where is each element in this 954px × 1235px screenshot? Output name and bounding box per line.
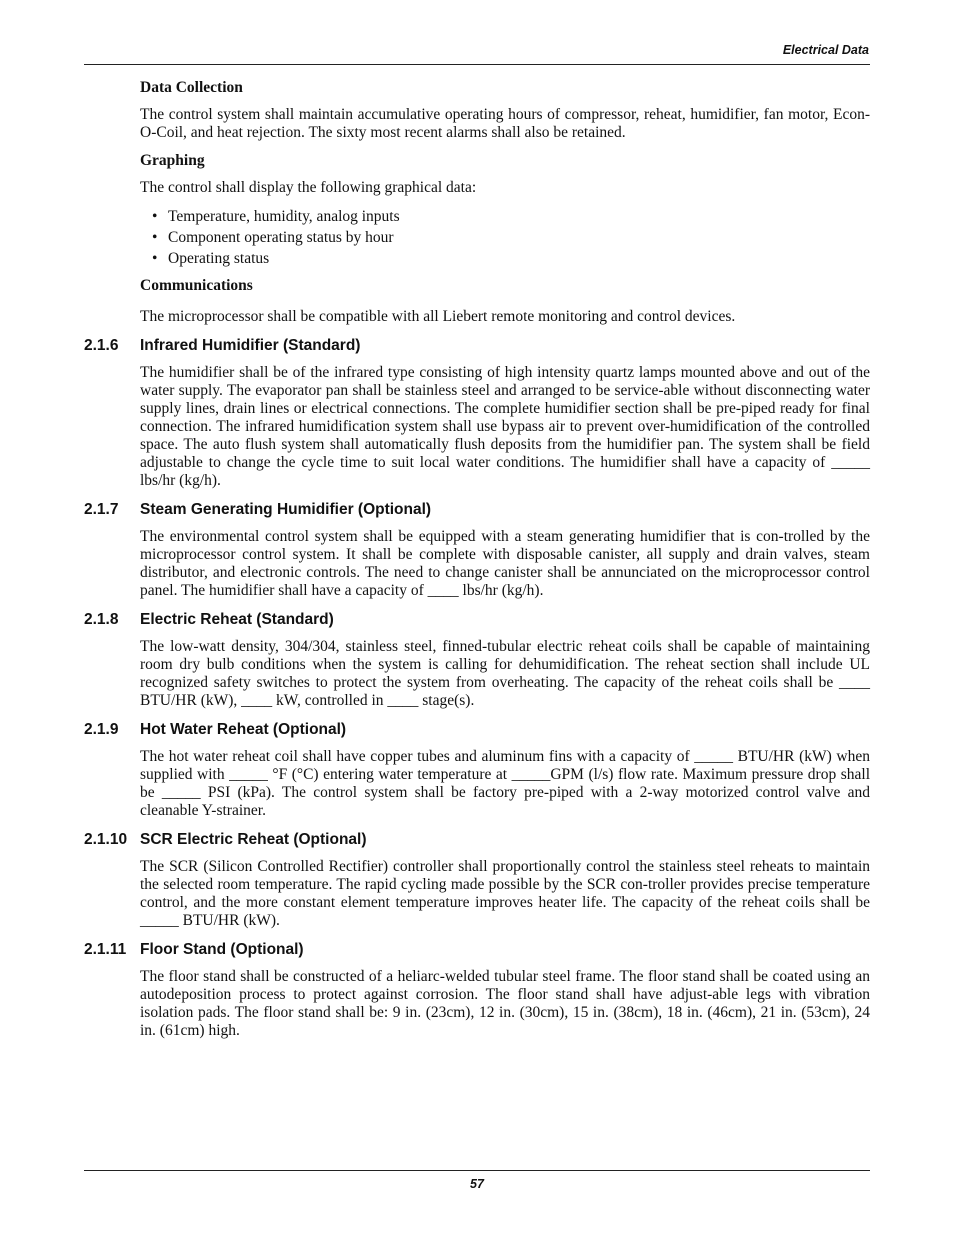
bullet-icon: • [152,229,158,246]
section-title: Steam Generating Humidifier (Optional) [140,501,432,518]
section-heading-2-1-9 [84,720,870,740]
section-heading-2-1-7 [84,500,870,520]
section-title: Infrared Humidifier (Standard) [140,337,361,354]
section-title: SCR Electric Reheat (Optional) [140,831,367,848]
section-heading-2-1-11 [84,940,870,960]
section-paragraph-2-1-7: The environmental control system shall be equipped with a steam generating humidifier that is con-trolled by the microprocessor control system. It shall be complete with disposable canister, all supply and drain valves, steam distributor, and electronic controls. The need to change canister shall be annunciated on the microprocessor control panel. The humidifier shall have a capacity of ____ lbs/hr (kg/h). [140,528,870,599]
section-number: 2.1.10 [84,831,128,848]
section-number: 2.1.9 [84,721,119,738]
page-number: 57 [470,1177,484,1191]
section-number: 2.1.11 [84,941,127,958]
section-paragraph-2-1-11: The floor stand shall be constructed of a heliarc-welded tubular steel frame. The floor stand shall be coated using an autodeposition process to protect against corrosion. The floor stand shall have adjust-able legs with vibration isolation pads. The floor stand shall be: 9 in. (23cm), 12 in. (30cm), 15 in. (38cm), 18 in. (46cm), 21 in. (53cm), 24 in. (61cm) high. [140,968,870,1039]
list-item [140,206,870,227]
list-item-text: Component operating status by hour [168,229,394,246]
list-item-text: Temperature, humidity, analog inputs [168,208,400,225]
section-title: Electric Reheat (Standard) [140,611,334,628]
paragraph-communications: The microprocessor shall be compatible with all Liebert remote monitoring and control devices. [140,308,736,325]
page-header-title: Electrical Data [782,43,869,57]
page-content [84,78,870,1049]
subheading-data-collection: Data Collection [140,79,243,96]
section-paragraph-2-1-9: The hot water reheat coil shall have copper tubes and aluminum fins with a capacity of _____ BTU/HR (kW) when supplied with _____ °F (°C) entering water temperature at _____GPM (l/s) flow rate. Maximum pressure drop shall be _____ PSI (kPa). The control system shall be factory pre-piped with a 2-way motorized control valve and cleanable Y-strainer. [140,748,870,819]
section-heading-2-1-6 [84,336,870,356]
subheading-graphing: Graphing [140,152,205,169]
section-heading-2-1-10 [84,830,870,850]
paragraph-data-collection: The control system shall maintain accumulative operating hours of compressor, reheat, humidifier, fan motor, Econ-O-Coil, and heat rejection. The sixty most recent alarms shall also be retained. [140,106,870,141]
section-paragraph-2-1-6: The humidifier shall be of the infrared type consisting of high intensity quartz lamps mounted above and out of the water supply. The evaporator pan shall be stainless steel and arranged to be service-able without disconnecting water supply lines, drain lines or electrical connections. The complete humidifier section shall be pre-piped ready for final connection. The infrared humidification system shall use bypass air to prevent over-humidification of the controlled space. The auto flush system shall automatically flush deposits from the humidifier pan. The system shall be field adjustable to change the cycle time to suit local water conditions. The humidifier shall have a capacity of _____ lbs/hr (kg/h). [140,364,870,489]
header-rule [84,64,870,65]
section-number: 2.1.6 [84,337,119,354]
section-number: 2.1.8 [84,611,119,628]
graphing-bullet-list [140,206,870,269]
section-paragraph-2-1-8: The low-watt density, 304/304, stainless steel, finned-tubular electric reheat coils shall be capable of maintaining room dry bulb conditions when the system is calling for dehumidification. The reheat section shall include UL recognized safety switches to protect the system from overheating. The capacity of the reheat coils shall be ____ BTU/HR (kW), ____ kW, controlled in ____ stage(s). [140,638,870,709]
subheading-communications: Communications [140,277,253,294]
list-item-text: Operating status [168,250,270,267]
list-item [140,248,870,269]
section-title: Hot Water Reheat (Optional) [140,721,347,738]
section-paragraph-2-1-10: The SCR (Silicon Controlled Rectifier) controller shall proportionally control the stainless steel reheats to maintain the selected room temperature. The rapid cycling made possible by the SCR con-troller provides precise temperature control, and the more constant element temperature improves heater life. The capacity of the reheat coils shall be _____ BTU/HR (kW). [140,858,870,929]
list-item [140,227,870,248]
bullet-icon: • [152,208,158,225]
section-heading-2-1-8 [84,610,870,630]
section-title: Floor Stand (Optional) [140,941,304,958]
bullet-icon: • [152,250,158,267]
footer-rule [84,1170,870,1171]
paragraph-graphing: The control shall display the following graphical data: [140,179,477,196]
section-number: 2.1.7 [84,501,119,518]
